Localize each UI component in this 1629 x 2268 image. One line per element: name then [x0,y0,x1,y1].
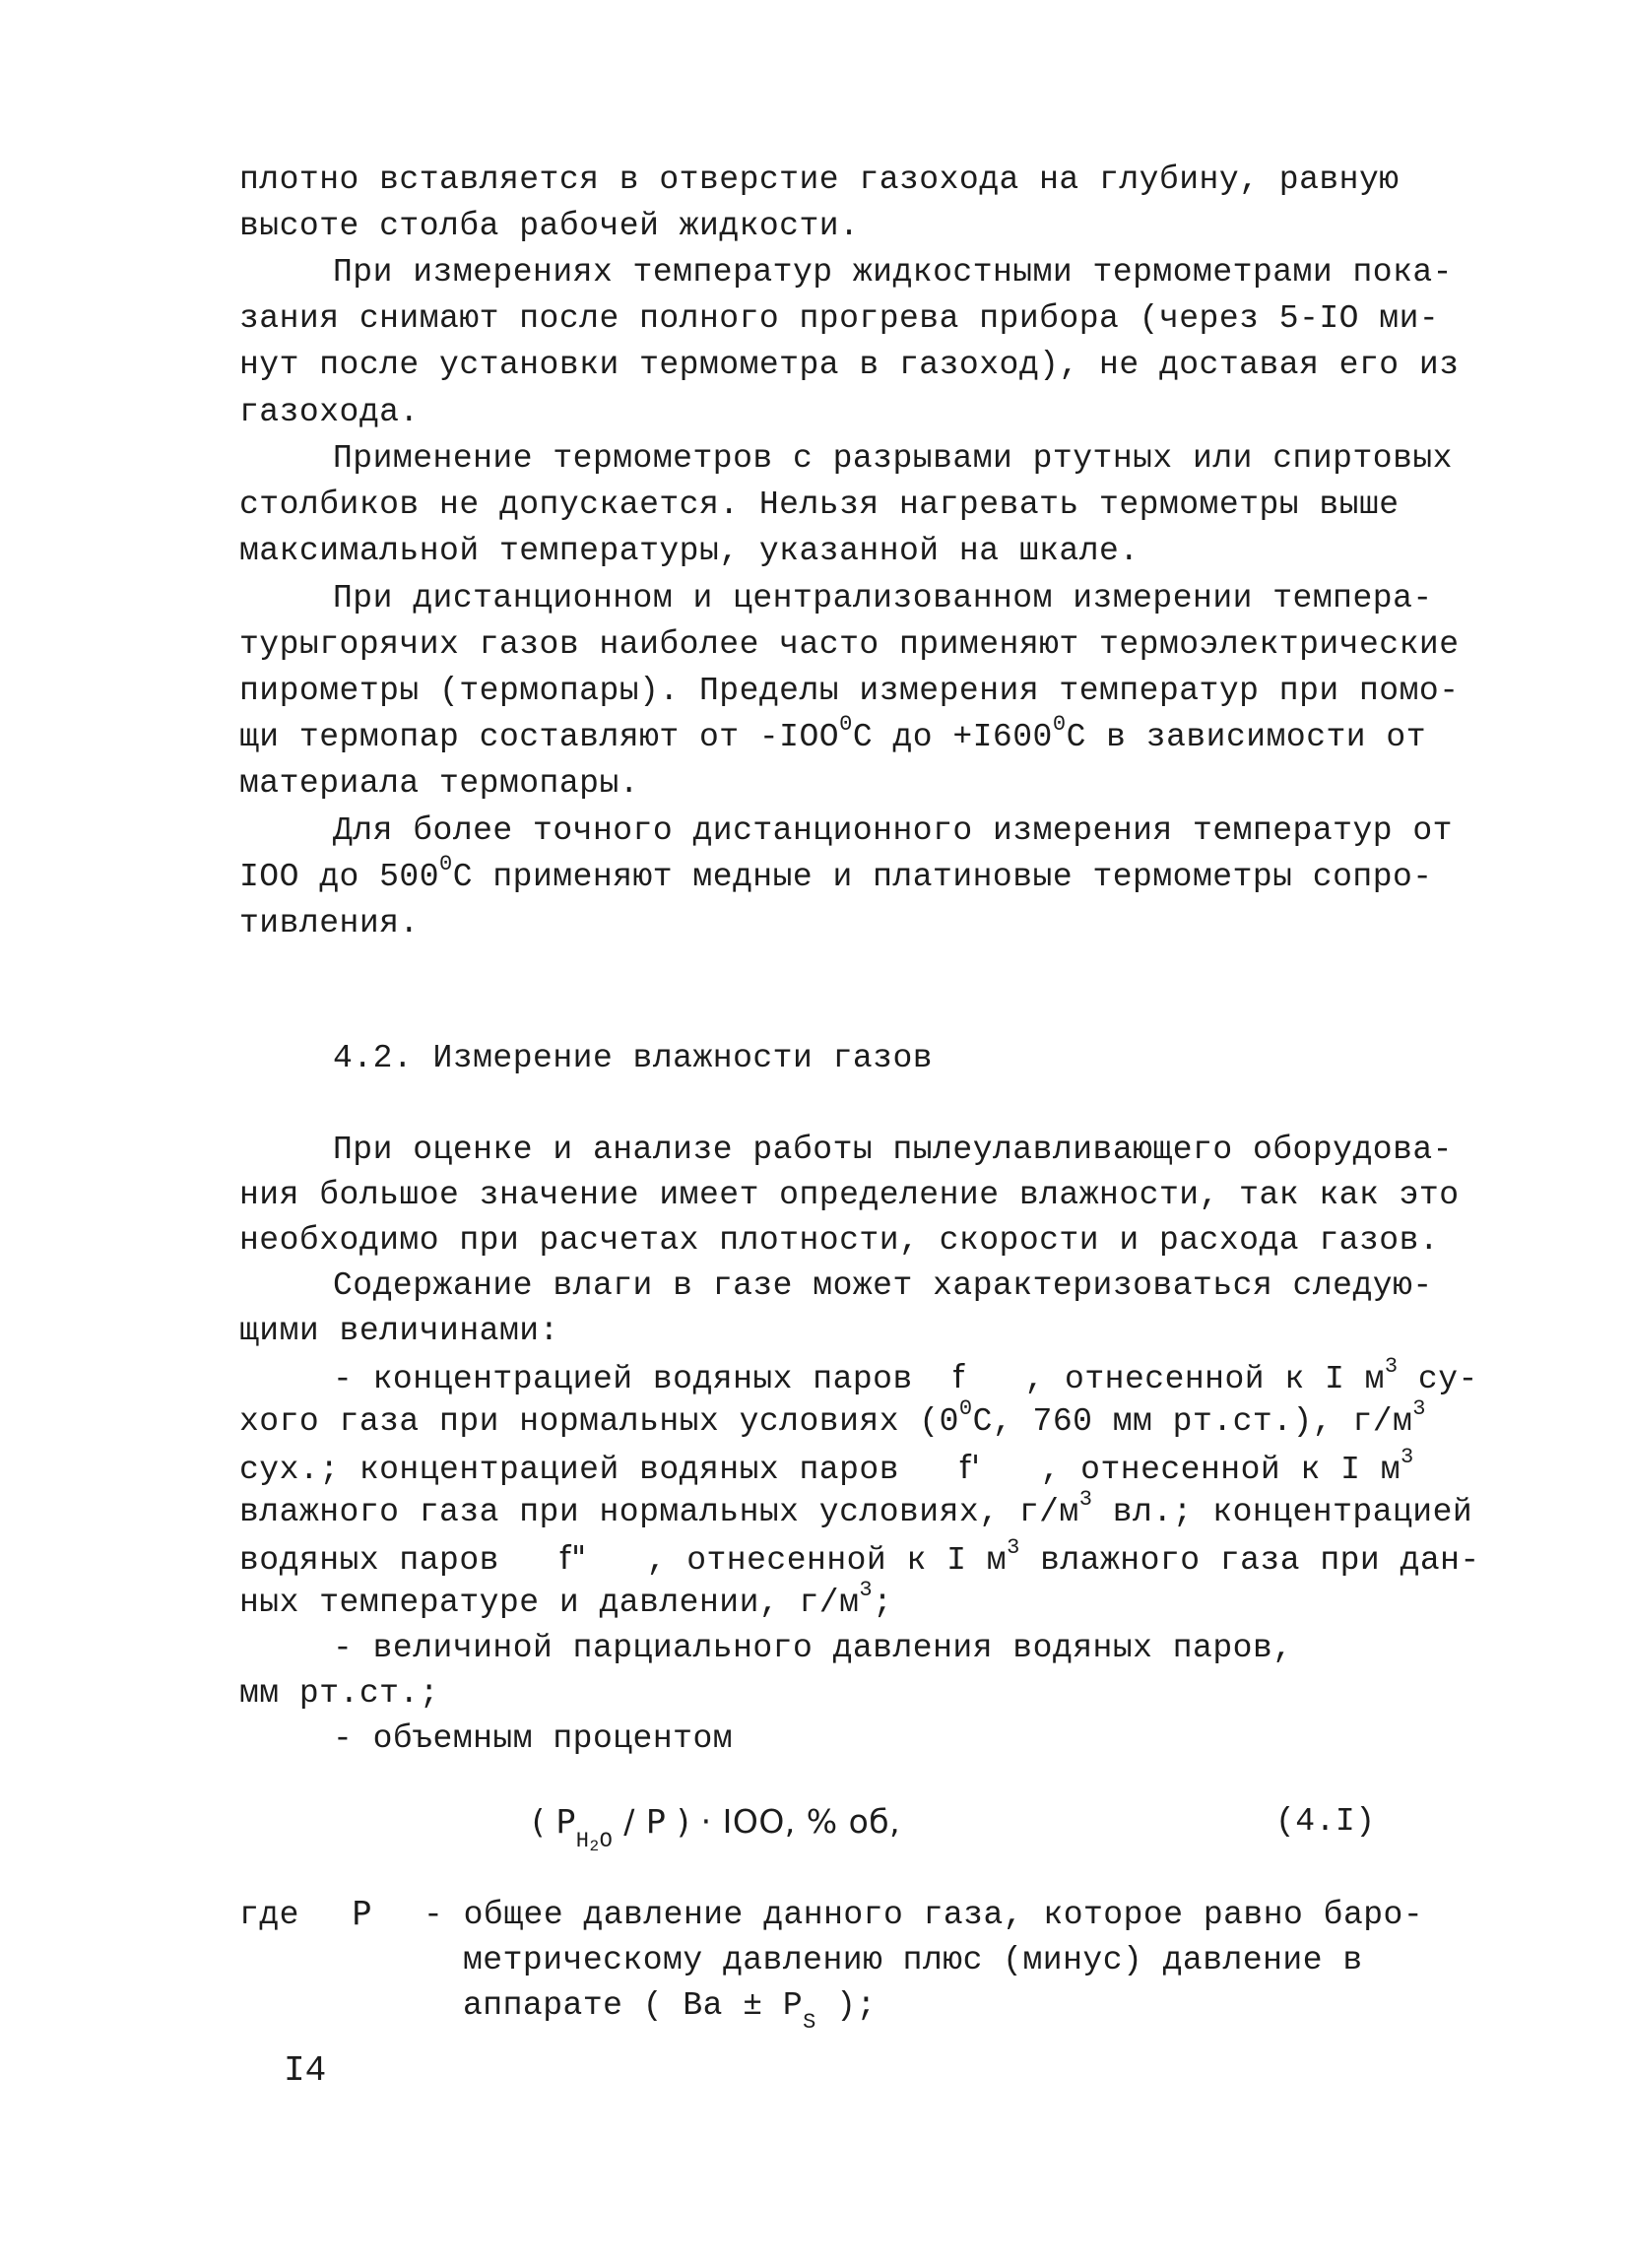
cube-mark: 3 [859,1578,874,1602]
text-line [239,1445,1414,1490]
symbol-f-prime: f' [958,1448,981,1486]
symbol-f-double-prime: f" [558,1538,587,1577]
list-item: - объемным процентом [333,1720,734,1757]
text-line: При оценке и анализе работы пылеулавливающего оборудова- [333,1132,1453,1168]
cube-mark: 3 [1078,1487,1093,1512]
section-heading: 4.2. Измерение влажности газов [333,1040,934,1076]
text-segment: , отнесенной к I м [646,1542,1008,1579]
text-segment: , отнесенной к I м [1024,1361,1385,1397]
cube-mark: 3 [1412,1396,1426,1421]
where-symbol: P [352,1894,372,1932]
text-segment: аппарате ( Ba ± P [463,1987,804,2024]
text-segment: влажного газа при дан- [1019,1542,1480,1579]
text-line: Применение термометров с разрывами ртутных или спиртовых [333,440,1453,477]
cube-mark: 3 [1007,1535,1020,1560]
text-line [239,712,1427,757]
text-segment: ; [873,1585,893,1621]
subscript: S [803,2009,816,2035]
formula-subscript: H2O [575,1828,614,1855]
text-line [239,1487,1473,1532]
text-segment: C применяют медные и платиновые термометры сопро- [452,859,1433,895]
degree-mark: 0 [839,712,853,737]
formula [532,1802,901,1855]
equation-number: (4.I) [1275,1803,1376,1840]
text-line: столбиков не допускается. Нельзя нагревать термометры выше [239,486,1400,523]
text-line [239,1535,1480,1581]
text-segment: сух.; концентрацией водяных паров [239,1452,900,1488]
text-line: метрическому давлению плюс (минус) давление в [463,1942,1363,1978]
text-line: При измерениях температур жидкостными термометрами пока- [333,254,1453,291]
text-segment: щи термопар составляют от -IOO [239,719,840,755]
text-line: газохода. [239,394,420,430]
text-line: пирометры (термопары). Пределы измерения температур при помо- [239,673,1460,709]
text-segment: , отнесенной к I м [1040,1452,1401,1488]
text-segment: - концентрацией водяных паров [333,1361,913,1397]
text-line: тивления. [239,905,420,941]
text-line: - общее давление данного газа, которое равно баро- [424,1897,1424,1933]
text-line: плотно вставляется в отверстие газохода на глубину, равную [239,162,1400,198]
text-segment: C в зависимости от [1066,719,1427,755]
degree-mark: 0 [958,1396,973,1421]
text-line: необходимо при расчетах плотности, скорости и расхода газов. [239,1222,1440,1259]
symbol-f: f [952,1357,965,1395]
text-segment: су- [1398,1361,1478,1397]
text-line: высоте столба рабочей жидкости. [239,208,860,244]
text-line [463,1986,877,2035]
text-line: материала термопары. [239,765,640,802]
formula-subscript-2: 2 [589,1837,600,1855]
text-segment: C до +I600 [852,719,1053,755]
text-line: зания снимают после полного прогрева прибора (через 5-IO ми- [239,300,1440,337]
text-segment: IOO до 500 [239,859,440,895]
formula-rest: / P ) · IOO, % об, [613,1802,901,1841]
text-line: Для более точного дистанционного измерения температур от [333,812,1453,849]
text-segment: влажного газа при нормальных условиях, г/м [239,1494,1079,1530]
text-segment: вл.; концентрацией [1092,1494,1473,1530]
where-label: где [239,1897,299,1933]
cube-mark: 3 [1384,1354,1399,1379]
text-segment: C, 760 мм рт.ст.), г/м [972,1403,1413,1440]
list-item: - величиной парциального давления водяных паров, [333,1630,1293,1666]
text-line: Содержание влаги в газе может характеризоваться следую- [333,1267,1433,1304]
list-item [333,1354,1478,1399]
text-segment: ных температуре и давлении, г/м [239,1585,860,1621]
text-segment: хого газа при нормальных условиях (0 [239,1403,959,1440]
text-line: щими величинами: [239,1313,559,1349]
text-line: турыгорячих газов наиболее часто применяют термоэлектрические [239,626,1460,663]
degree-mark: 0 [1052,712,1067,737]
cube-mark: 3 [1401,1445,1414,1469]
formula-open: ( P [532,1802,576,1841]
text-line: мм рт.ст.; [239,1675,440,1712]
degree-mark: 0 [439,852,453,876]
text-line: максимальной температуры, указанной на шкале. [239,533,1140,569]
text-segment: ); [815,1987,877,2024]
page-number: I4 [284,2050,327,2091]
text-line [239,852,1433,897]
text-segment: водяных паров [239,1542,499,1579]
text-line: При дистанционном и централизованном измерении темпера- [333,580,1433,616]
text-line: нут после установки термометра в газоход), не доставая его из [239,347,1460,383]
text-line: ния большое значение имеет определение влажности, так как это [239,1177,1460,1213]
text-line [239,1396,1426,1442]
text-line [239,1578,893,1623]
